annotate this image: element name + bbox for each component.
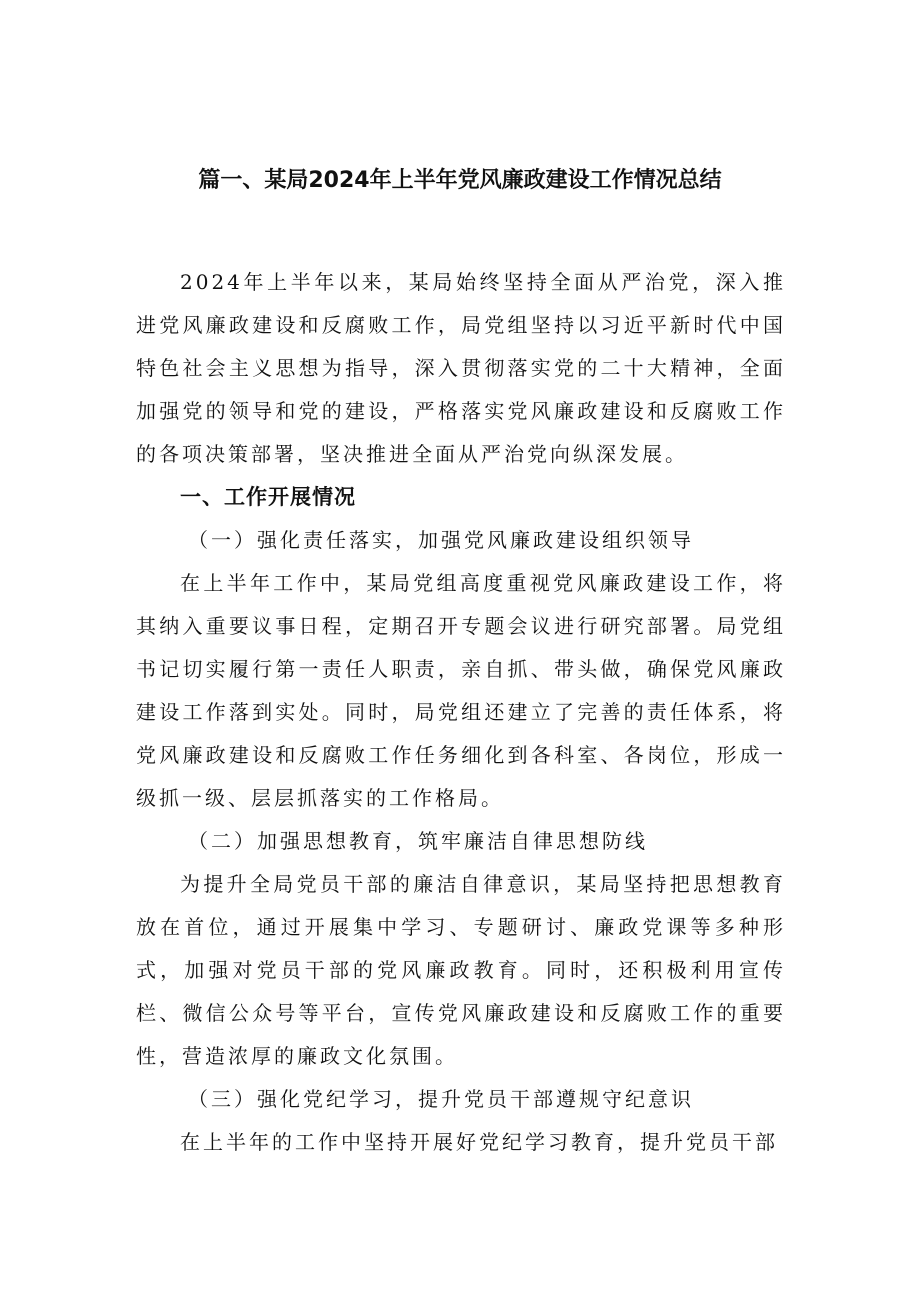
subsection-heading-responsibility: （一）强化责任落实，加强党风廉政建设组织领导 [188,528,694,552]
subsection-paragraph-discipline: 在上半年的工作中坚持开展好党纪学习教育，提升党员干部 [180,1130,778,1154]
subsection-heading-education: （二）加强思想教育，筑牢廉洁自律思想防线 [188,829,648,853]
document-title: 篇一、某局2024年上半年党风廉政建设工作情况总结 [198,168,722,193]
document-body [136,261,786,1164]
subsection-heading-discipline: （三）强化党纪学习，提升党员干部遵规守纪意识 [188,1087,694,1111]
subsection-paragraph-responsibility: 在上半年工作中，某局党组高度重视党风廉政建设工作，将其纳入重要议事日程，定期召开专题会议进行研究部署。局党组书记切实履行第一责任人职责，亲自抓、带头做，确保党风廉政建设工作落到实处。同时，局党组还建立了完善的责任体系，将党风廉政建设和反腐败工作任务细化到各科室、各岗位，形成一级抓一级、层层抓落实的工作格局。 [136,571,786,810]
section-heading-work-status: 一、工作开展情况 [180,485,356,509]
intro-paragraph: 2024年上半年以来，某局始终坚持全面从严治党，深入推进党风廉政建设和反腐败工作，局党组坚持以习近平新时代中国特色社会主义思想为指导，深入贯彻落实党的二十大精神，全面加强党的领导和党的建设，严格落实党风廉政建设和反腐败工作的各项决策部署，坚决推进全面从严治党向纵深发展。 [136,270,786,466]
subsection-paragraph-education: 为提升全局党员干部的廉洁自律意识，某局坚持把思想教育放在首位，通过开展集中学习、专题研讨、廉政党课等多种形式，加强对党员干部的党风廉政教育。同时，还积极利用宣传栏、微信公众号等平台，宣传党风廉政建设和反腐败工作的重要性，营造浓厚的廉政文化氛围。 [136,872,786,1068]
